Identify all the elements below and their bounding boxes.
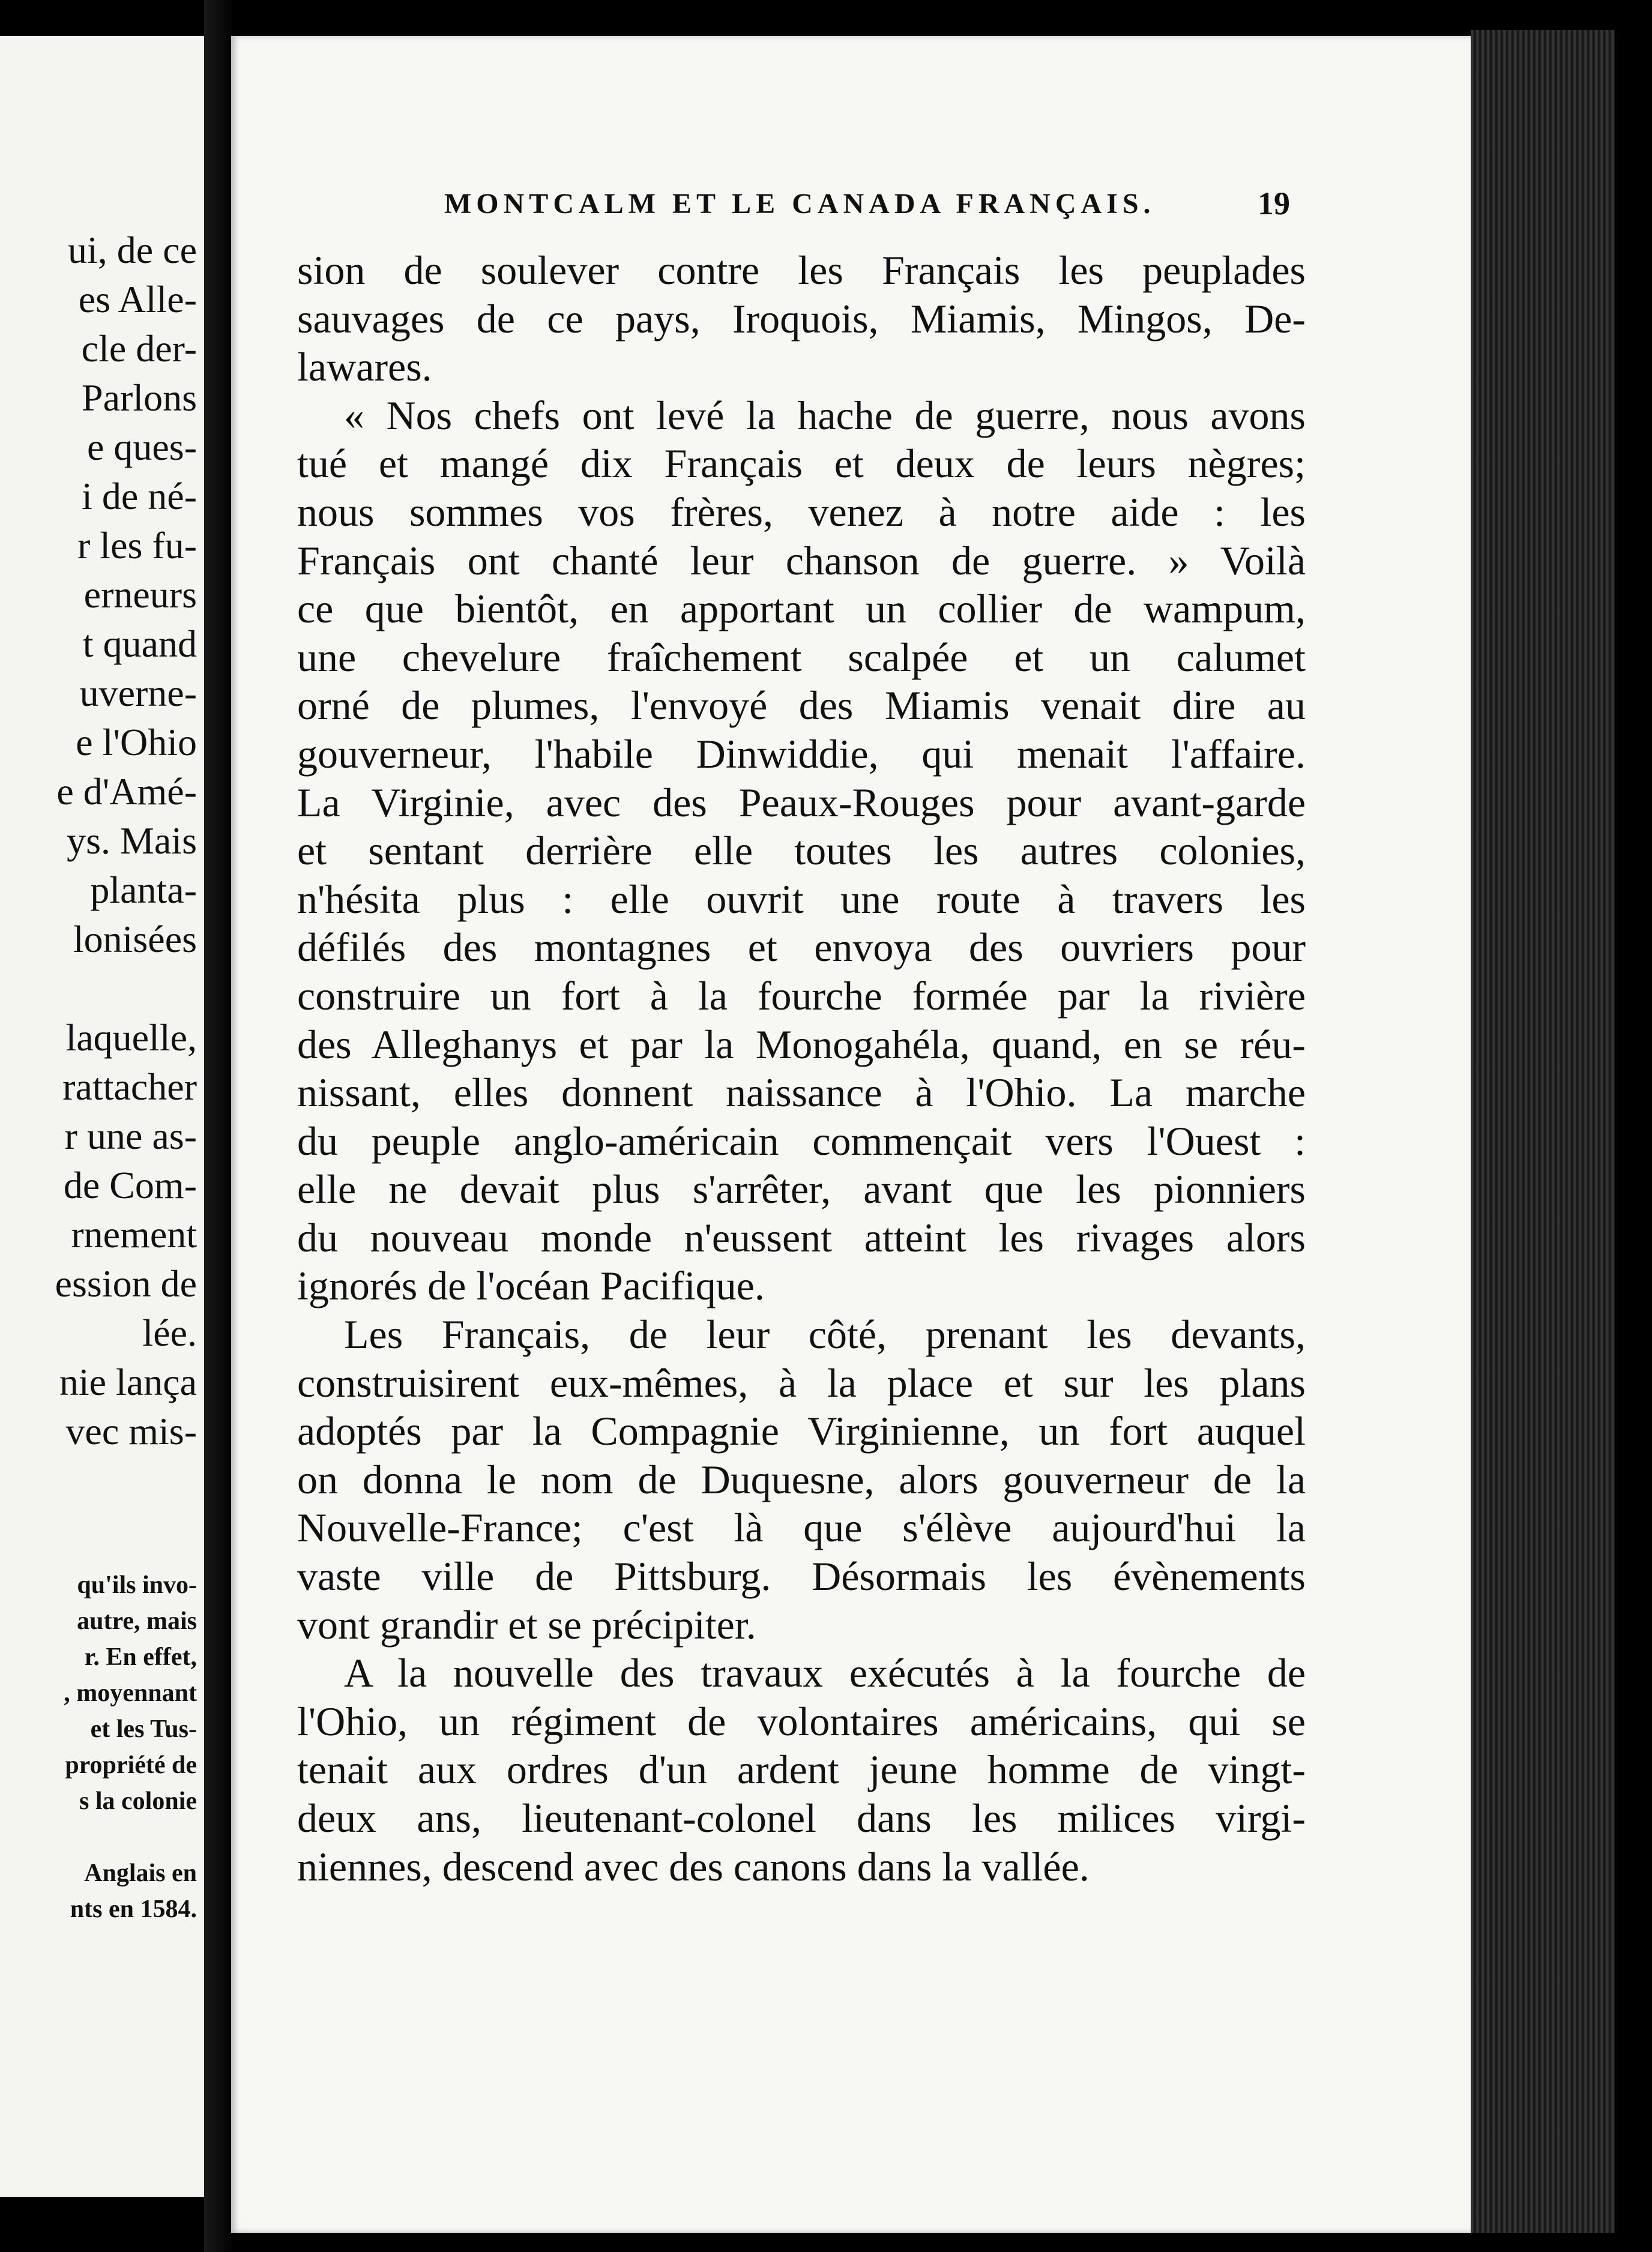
body-line: sauvages de ce pays, Iroquois, Miamis, Mingos, De-: [297, 295, 1306, 342]
facing-page-footnote-line: qu'ils invo-: [77, 1571, 197, 1599]
facing-page-footnote-line: et les Tus-: [90, 1715, 197, 1743]
facing-page-line: lée.: [142, 1311, 197, 1354]
body-line: elle ne devait plus s'arrêter, avant que les pionniers: [297, 1166, 1306, 1212]
facing-page-line: r une as-: [64, 1115, 197, 1157]
body-line: et sentant derrière elle toutes les autres colonies,: [297, 828, 1306, 874]
body-line: ignorés de l'océan Pacifique.: [297, 1263, 765, 1309]
body-line: sion de soulever contre les Français les peuplades: [297, 247, 1306, 293]
facing-page-line: lonisées: [73, 918, 197, 960]
facing-page-footnote-line: nts en 1584.: [70, 1895, 197, 1923]
body-line: Nouvelle-France; c'est là que s'élève aujourd'hui la: [297, 1505, 1306, 1551]
facing-page-line: e l'Ohio: [76, 721, 197, 763]
facing-page-line: planta-: [90, 869, 197, 911]
body-line: construire un fort à la fourche formée par la rivière: [297, 972, 1306, 1019]
facing-page-line: cle der-: [81, 327, 197, 370]
body-line: tué et mangé dix Français et deux de leurs nègres;: [297, 441, 1306, 487]
body-line: Français ont chanté leur chanson de guerre. » Voilà: [297, 537, 1306, 583]
facing-page-line: e d'Amé-: [56, 770, 197, 813]
body-line: deux ans, lieutenant-colonel dans les milices virgi-: [297, 1795, 1306, 1841]
body-line: gouverneur, l'habile Dinwiddie, qui menait l'affaire.: [297, 730, 1306, 777]
body-line: « Nos chefs ont levé la hache de guerre, nous avons: [344, 392, 1306, 438]
body-line: Les Français, de leur côté, prenant les devants,: [344, 1311, 1306, 1358]
facing-page-line: ui, de ce: [68, 229, 197, 271]
body-line: une chevelure fraîchement scalpée et un calumet: [297, 634, 1306, 680]
facing-page-footnote-line: Anglais en: [84, 1859, 197, 1887]
facing-page-footnote-line: autre, mais: [77, 1607, 197, 1635]
body-text: [297, 246, 1306, 1891]
body-line: défilés des montagnes et envoya des ouvriers pour: [297, 924, 1306, 971]
body-line: nissant, elles donnent naissance à l'Ohio. La marche: [297, 1070, 1306, 1116]
facing-page-line: Parlons: [82, 376, 197, 419]
page-edges: [1471, 30, 1615, 2233]
body-line: vont grandir et se précipiter.: [297, 1601, 756, 1648]
facing-page-line: ession de: [55, 1262, 197, 1305]
body-line: vaste ville de Pittsburg. Désormais les évènements: [297, 1553, 1306, 1600]
facing-page-footnote-line: propriété de: [65, 1751, 197, 1779]
facing-page-line: erneurs: [83, 573, 197, 616]
body-line: tenait aux ordres d'un ardent jeune homme de vingt-: [297, 1747, 1306, 1793]
book-gutter: [204, 0, 234, 2252]
body-line: ce que bientôt, en apportant un collier de wampum,: [297, 586, 1306, 632]
body-line: A la nouvelle des travaux exécutés à la fourche de: [344, 1650, 1306, 1696]
facing-page-footnote-line: s la colonie: [79, 1787, 197, 1815]
body-line: lawares.: [297, 344, 432, 390]
facing-page-line: r les fu-: [77, 524, 197, 567]
body-line: adoptés par la Compagnie Virginienne, un fort auquel: [297, 1408, 1306, 1454]
body-line: nous sommes vos frères, venez à notre aide : les: [297, 489, 1306, 535]
body-line: du nouveau monde n'eussent atteint les rivages alors: [297, 1214, 1306, 1260]
facing-page-line: es Alle-: [78, 278, 197, 321]
body-line: orné de plumes, l'envoyé des Miamis venait dire au: [297, 682, 1306, 729]
body-line: construisirent eux-mêmes, à la place et sur les plans: [297, 1359, 1306, 1406]
facing-page-line: laquelle,: [65, 1016, 197, 1059]
running-title: MONTCALM ET LE CANADA FRANÇAIS.: [444, 188, 1156, 220]
facing-page-line: nie lança: [59, 1361, 197, 1403]
facing-page-footnote-line: , moyennant: [64, 1679, 197, 1707]
body-line: l'Ohio, un régiment de volontaires américains, qui se: [297, 1698, 1306, 1744]
facing-page-footnote-line: r. En effet,: [84, 1643, 197, 1671]
page-number: 19: [1258, 185, 1290, 221]
body-line: niennes, descend avec des canons dans la vallée.: [297, 1843, 1090, 1889]
body-line: du peuple anglo-américain commençait vers l'Ouest :: [297, 1118, 1306, 1164]
facing-page-line: de Com-: [63, 1164, 197, 1206]
body-line: des Alleghanys et par la Monogahéla, quand, en se réu-: [297, 1021, 1306, 1067]
facing-page-line: e ques-: [86, 426, 197, 468]
facing-page-line: t quand: [82, 622, 197, 665]
body-line: on donna le nom de Duquesne, alors gouverneur de la: [297, 1456, 1306, 1502]
facing-page-line: vec mis-: [65, 1410, 197, 1453]
facing-page-line: rattacher: [62, 1065, 197, 1108]
facing-page-line: i de né-: [82, 475, 197, 517]
facing-page: [0, 36, 204, 2197]
body-line: La Virginie, avec des Peaux-Rouges pour avant-garde: [297, 779, 1306, 825]
body-line: n'hésita plus : elle ouvrit une route à travers les: [297, 876, 1306, 922]
facing-page-line: uverne-: [79, 672, 197, 714]
facing-page-line: rnement: [71, 1213, 197, 1256]
facing-page-line: ys. Mais: [67, 819, 197, 862]
